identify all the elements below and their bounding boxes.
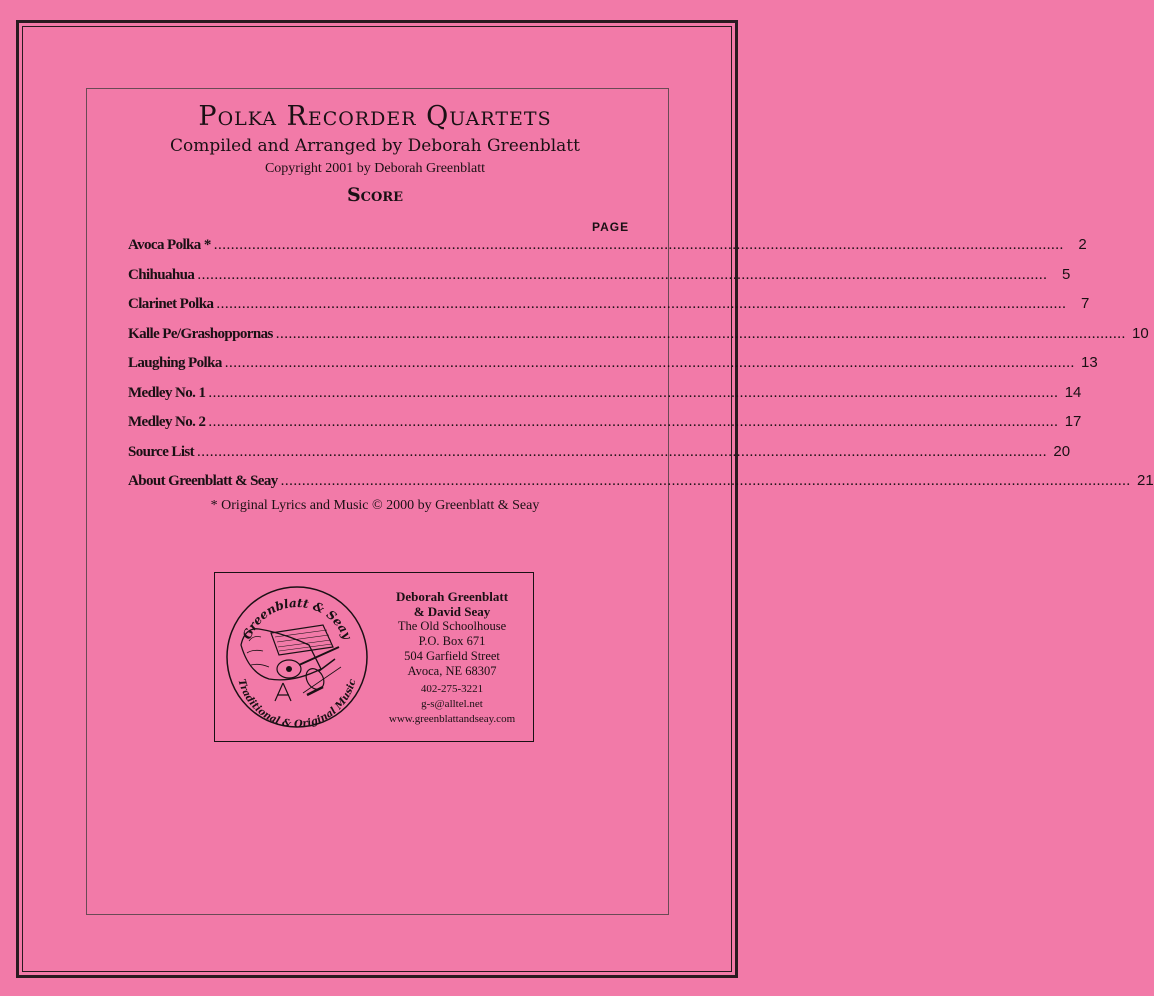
dot-leader: ........................................................................................................................................................................................................	[275, 325, 1126, 342]
toc-entry-page: 7	[1081, 295, 1090, 312]
toc-entry-page: 2	[1078, 236, 1087, 253]
website-link[interactable]: www.greenblattandseay.com	[388, 713, 516, 725]
dot-leader: ........................................................................................................................................................................................................	[197, 266, 1048, 283]
greenblatt-seay-logo	[223, 583, 371, 731]
logo-seal-icon	[223, 583, 371, 731]
toc-entry-page: 13	[1081, 354, 1098, 371]
toc-entry-title: Medley No. 2	[128, 414, 206, 430]
address-line-3: 504 Garfield Street	[404, 649, 500, 663]
toc-entry-page: 20	[1053, 442, 1071, 460]
toc-entry-title: Medley No. 1	[128, 384, 206, 401]
dot-leader: ........................................................................................................................................................................................................	[197, 443, 1048, 460]
toc-row[interactable]	[128, 324, 1149, 355]
toc-entry-title: Laughing Polka	[128, 355, 222, 371]
toc-entry-title: Kalle Pe/Grashoppornas	[128, 325, 273, 342]
dot-leader: ........................................................................................................................................................................................................	[208, 384, 1059, 401]
toc-row[interactable]	[128, 413, 1082, 443]
phone-number: 402-275-3221	[420, 683, 484, 695]
dot-leader: ........................................................................................................................................................................................................	[280, 473, 1131, 489]
toc-row[interactable]	[128, 383, 1082, 414]
toc-entry-title: Source List	[128, 443, 195, 460]
contact-name-2: & David Seay	[413, 604, 491, 619]
address-line-4: Avoca, NE 68307	[407, 664, 497, 678]
table-of-contents	[128, 236, 1154, 502]
dot-leader: ........................................................................................................................................................................................................	[208, 414, 1059, 430]
toc-row[interactable]	[128, 354, 1098, 384]
header	[0, 100, 750, 208]
page-column-header: PAGE	[592, 220, 630, 234]
toc-entry-page: 10	[1132, 324, 1149, 342]
toc-entry-title: About Greenblatt & Seay	[128, 473, 278, 489]
toc-row[interactable]	[128, 442, 1071, 473]
toc-entry-title: Chihuahua	[128, 266, 195, 283]
copyright-line: Copyright 2001 by Deborah Greenblatt	[264, 161, 486, 176]
logo-text-top: Greenblatt & Seay	[239, 595, 355, 642]
toc-entry-title: Clarinet Polka	[128, 296, 214, 312]
address-line-2: P.O. Box 671	[418, 634, 486, 648]
toc-row[interactable]	[128, 236, 1087, 266]
toc-entry-page: 17	[1064, 413, 1082, 430]
footnote: * Original Lyrics and Music © 2000 by Greenblatt & Seay	[210, 498, 540, 513]
page-title: Polka Recorder Quartets	[198, 101, 552, 132]
subtitle: Compiled and Arranged by Deborah Greenblatt	[170, 136, 580, 156]
toc-entry-page: 5	[1061, 265, 1071, 283]
contact-info	[377, 589, 527, 727]
email-address[interactable]: g-s@alltel.net	[421, 698, 483, 710]
contact-name-1: Deborah Greenblatt	[395, 589, 509, 604]
toc-row[interactable]	[128, 265, 1071, 296]
toc-row[interactable]	[128, 295, 1090, 325]
toc-entry-page: 14	[1064, 383, 1082, 401]
logo-text-bottom: Traditional & Original Music	[235, 677, 359, 731]
address-line-1: The Old Schoolhouse	[397, 619, 507, 633]
toc-entry-title: Avoca Polka *	[128, 237, 211, 253]
dot-leader: ........................................................................................................................................................................................................	[213, 237, 1064, 253]
contact-box	[214, 572, 534, 742]
section-title: Score	[346, 184, 404, 206]
toc-entry-page: 21	[1136, 472, 1154, 489]
dot-leader: ........................................................................................................................................................................................................	[216, 296, 1067, 312]
dot-leader: ........................................................................................................................................................................................................	[224, 355, 1075, 371]
